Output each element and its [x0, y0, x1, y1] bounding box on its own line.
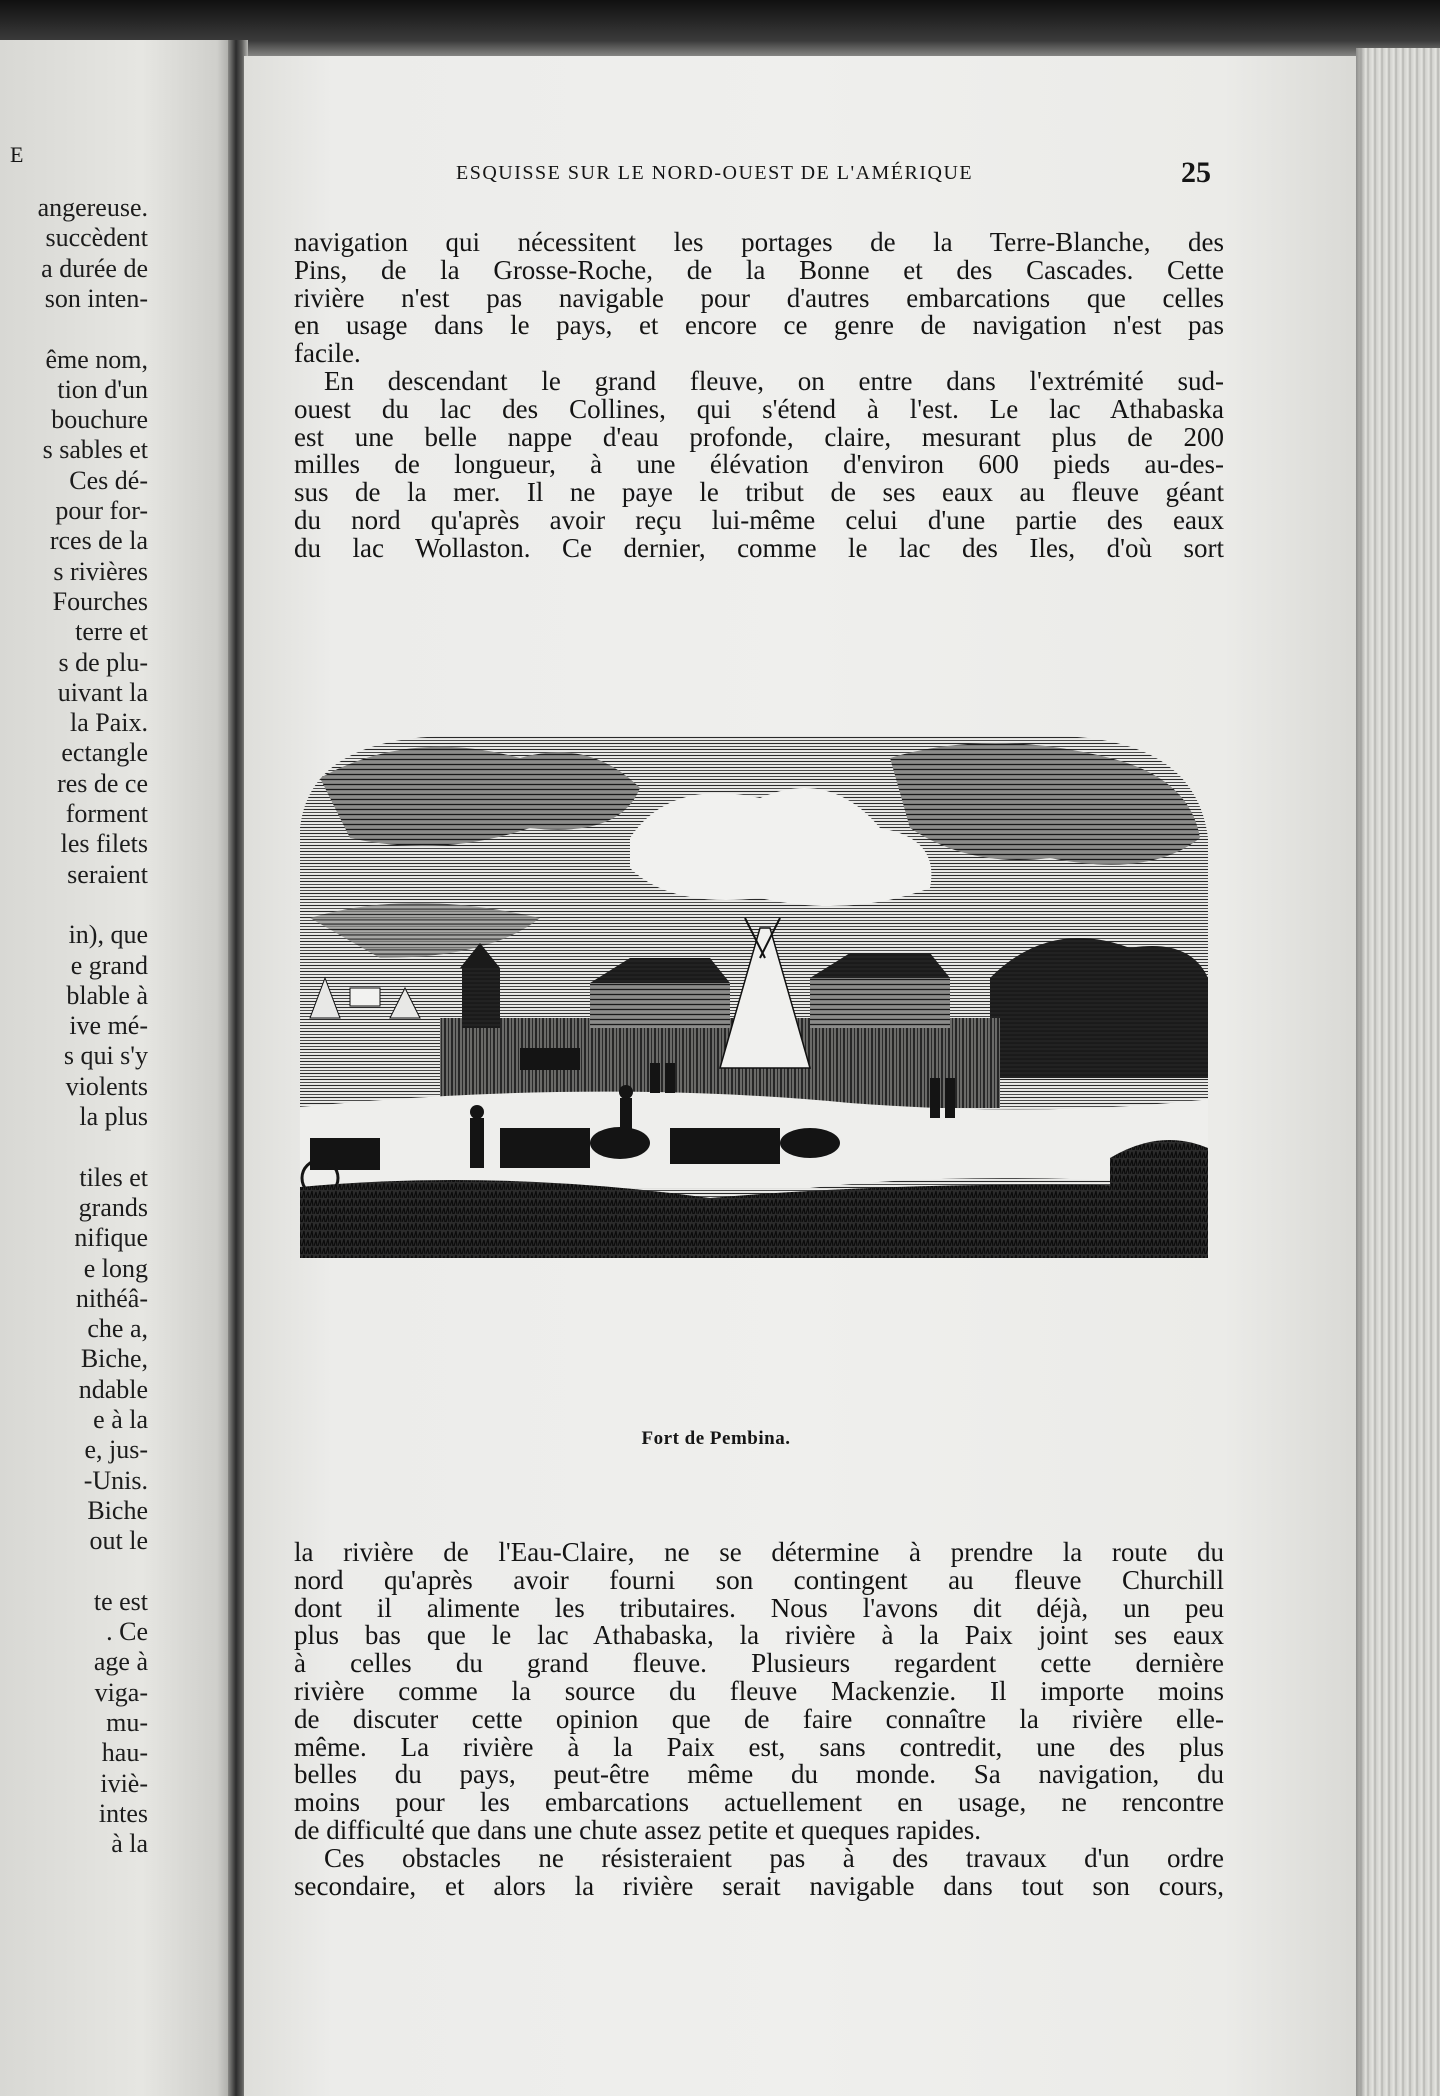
- text-line: facile.: [294, 338, 361, 369]
- previous-page-line: s qui s'y: [63, 1041, 148, 1071]
- text-line: Ces obstacles ne résisteraient pas à des travaux d'un ordre: [324, 1842, 1224, 1873]
- previous-page-line: -Unis.: [83, 1465, 148, 1495]
- previous-page-line: seraient: [67, 859, 148, 889]
- previous-page-line: s rivières: [53, 556, 148, 586]
- previous-page-line: ectangle: [61, 738, 148, 768]
- previous-page-fragment: [0, 40, 236, 2096]
- previous-page-line: . Ce: [106, 1617, 148, 1647]
- text-line: nord qu'après avoir fourni son contingent au fleuve Churchill: [294, 1564, 1224, 1595]
- text-line: sus de la mer. Il ne paye le tribut de ses eaux au fleuve géant: [294, 477, 1224, 508]
- previous-page-line: tiles et: [79, 1162, 148, 1192]
- previous-page-line: e grand: [70, 950, 148, 980]
- previous-page-line: Ces dé-: [69, 465, 148, 495]
- text-line: moins pour les embarcations actuellement en usage, ne rencontre: [294, 1787, 1224, 1818]
- previous-page-line: blable à: [66, 980, 148, 1010]
- text-line: belles du pays, peut-être même du monde. Sa navigation, du: [294, 1759, 1224, 1790]
- previous-page-line: age à: [93, 1647, 148, 1677]
- text-block-top: [294, 229, 1224, 563]
- text-line: de discuter cette opinion que de faire connaître la rivière elle-: [294, 1703, 1224, 1734]
- text-line: navigation qui nécessitent les portages de la Terre-Blanche, des: [294, 227, 1224, 257]
- text-line: En descendant le grand fleuve, on entre dans l'extrémité sud-: [324, 365, 1224, 396]
- text-line: en usage dans le pays, et encore ce genre de navigation n'est pas: [294, 310, 1224, 341]
- text-line: même. La rivière à la Paix est, sans contredit, une des plus: [294, 1731, 1224, 1762]
- previous-page-line: pour for-: [55, 496, 148, 525]
- previous-page-line: Fourches: [52, 586, 148, 616]
- text-line: secondaire, et alors la rivière serait navigable dans tout son cours,: [294, 1870, 1224, 1901]
- previous-page-line: e long: [83, 1253, 148, 1283]
- text-line: dont il alimente les tributaires. Nous l'avons dit déjà, un peu: [294, 1592, 1224, 1623]
- text-line: milles de longueur, à une élévation d'environ 600 pieds au-des-: [294, 449, 1224, 480]
- text-line: rivière n'est pas navigable pour d'autres embarcations que celles: [294, 282, 1224, 313]
- previous-page-line: Biche: [87, 1495, 148, 1525]
- previous-page-line: out le: [89, 1526, 148, 1556]
- previous-page-line: bouchure: [51, 405, 148, 435]
- text-line: la rivière de l'Eau-Claire, ne se détermine à prendre la route du: [294, 1537, 1224, 1567]
- previous-page-line: nifique: [74, 1223, 148, 1253]
- previous-page-line: e à la: [93, 1405, 148, 1434]
- text-line: rivière comme la source du fleuve Mackenzie. Il importe moins: [294, 1675, 1224, 1706]
- previous-page-line: s sables et: [42, 435, 148, 465]
- text-line: ouest du lac des Collines, qui s'étend à l'est. Le lac Athabaska: [294, 393, 1224, 424]
- previous-page-line: la plus: [79, 1102, 148, 1131]
- previous-page-line: forment: [65, 799, 148, 828]
- previous-page-line: grands: [78, 1192, 148, 1222]
- previous-page-line: in), que: [68, 920, 148, 950]
- previous-page-line: ive mé-: [69, 1011, 148, 1041]
- previous-page-line: terre et: [75, 617, 148, 647]
- previous-page-line: viga-: [94, 1677, 148, 1707]
- text-line: Pins, de la Grosse-Roche, de la Bonne et des Cascades. Cette: [294, 254, 1224, 285]
- previous-page-line: rces de la: [49, 526, 148, 556]
- previous-page-line: ndable: [78, 1374, 148, 1404]
- previous-page-line: e, jus-: [84, 1435, 148, 1465]
- previous-page-line: angereuse.: [37, 193, 148, 222]
- previous-page-line: violents: [65, 1071, 148, 1101]
- text-line: de difficulté que dans une chute assez petite et queques rapides.: [294, 1814, 981, 1845]
- text-line: du lac Wollaston. Ce dernier, comme le lac des Iles, d'où sort: [294, 532, 1224, 563]
- previous-page-line: tion d'un: [57, 374, 148, 404]
- previous-page-line: succèdent: [45, 223, 148, 253]
- previous-page-line: res de ce: [57, 768, 148, 798]
- previous-page-line: nithéâ-: [75, 1283, 148, 1313]
- previous-page-running-head: E: [10, 142, 25, 167]
- text-line: à celles du grand fleuve. Plusieurs regardent cette dernière: [294, 1648, 1224, 1679]
- page-number: 25: [1181, 156, 1211, 189]
- previous-page-line: à la: [111, 1829, 148, 1859]
- previous-page-line: uivant la: [57, 677, 148, 707]
- previous-page-line: hau-: [101, 1738, 148, 1768]
- text-line: plus bas que le lac Athabaska, la rivière à la Paix joint ses eaux: [294, 1620, 1224, 1651]
- previous-page-line: la Paix.: [70, 708, 148, 738]
- previous-page-line: te est: [93, 1586, 148, 1616]
- running-head: ESQUISSE SUR LE NORD-OUEST DE L'AMÉRIQUE: [456, 162, 974, 184]
- previous-page-line: che a,: [87, 1314, 148, 1344]
- text-line: du nord qu'après avoir reçu lui-même celui d'une partie des eaux: [294, 504, 1224, 535]
- previous-page-line: s de plu-: [58, 647, 148, 677]
- illustration-caption: Fort de Pembina.: [641, 1428, 791, 1449]
- previous-page-line: les filets: [60, 829, 148, 859]
- previous-page-line: ême nom,: [45, 344, 148, 374]
- previous-page-line: intes: [98, 1798, 148, 1828]
- previous-page-line: iviè-: [100, 1768, 148, 1798]
- text-line: est une belle nappe d'eau profonde, claire, mesurant plus de 200: [294, 421, 1224, 452]
- previous-page-line: Biche,: [80, 1344, 148, 1374]
- previous-page-line: a durée de: [41, 253, 148, 283]
- text-block-bottom: [294, 1539, 1224, 1900]
- stacked-page-edges: [1356, 48, 1440, 2096]
- previous-page-line: son inten-: [44, 283, 148, 313]
- previous-page-line: mu-: [106, 1708, 148, 1737]
- engraving-illustration: [290, 718, 1220, 1338]
